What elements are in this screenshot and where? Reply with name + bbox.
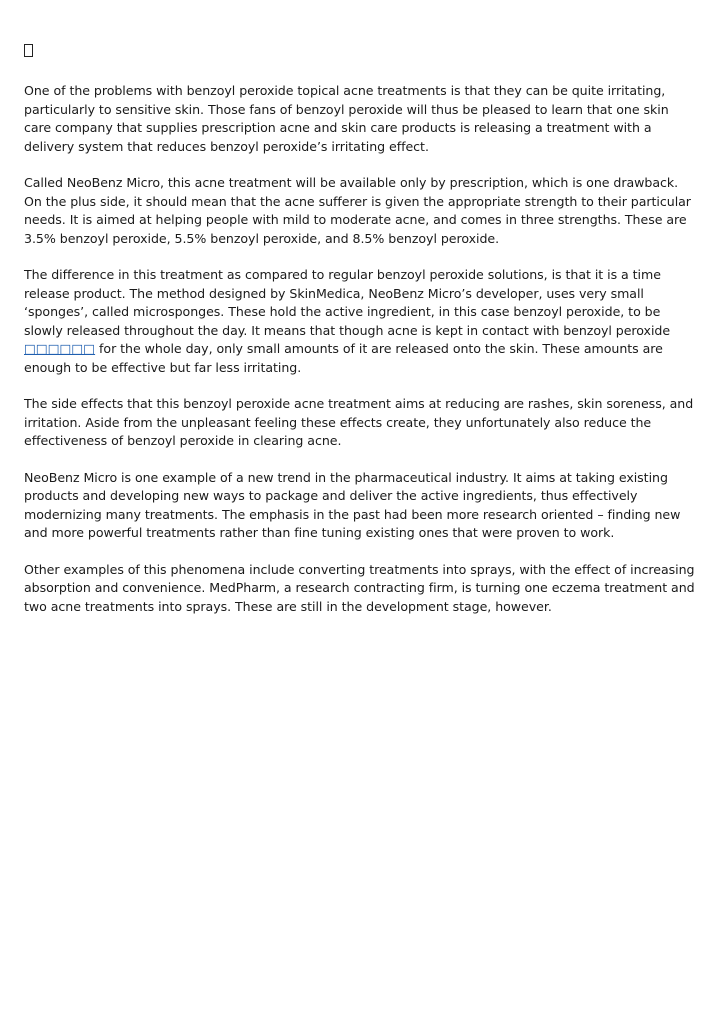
inline-link[interactable]: □□□□□□	[24, 341, 96, 356]
missing-glyph-icon	[24, 44, 33, 57]
paragraph-3	[24, 266, 696, 377]
paragraph-6: Other examples of this phenomena include converting treatments into sprays, with the effect of increasing absorption and convenience. MedPharm, a research contracting firm, is turning one eczema treatment and two acne treatments into sprays. These are still in the development stage, however.	[24, 561, 695, 614]
paragraph-2: Called NeoBenz Micro, this acne treatment will be available only by prescription, which is one drawback. On the plus side, it should mean that the acne sufferer is given the appropriate strength to their particular needs. It is aimed at helping people with mild to moderate acne, and comes in three strengths. These are 3.5% benzoyl peroxide, 5.5% benzoyl peroxide, and 8.5% benzoyl peroxide.	[24, 175, 691, 246]
article-body	[24, 82, 696, 634]
paragraph-3-text-after: for the whole day, only small amounts of it are released onto the skin. These amounts are enough to be effective but far less irritating.	[24, 341, 663, 375]
paragraph-5: NeoBenz Micro is one example of a new trend in the pharmaceutical industry. It aims at taking existing products and developing new ways to package and deliver the active ingredients, thus effectively modernizing many treatments. The emphasis in the past had been more research oriented – finding new and more powerful treatments rather than fine tuning existing ones that were proven to work.	[24, 469, 681, 540]
paragraph-3-text-before: The difference in this treatment as compared to regular benzoyl peroxide solutions, is that it is a time release product. The method designed by SkinMedica, NeoBenz Micro’s developer, uses very small ‘sponges’, called microsponges. These hold the active ingredient, in this case benzoyl peroxide, to be slowly released throughout the day. It means that though acne is kept in contact with benzoyl peroxide	[24, 267, 671, 338]
paragraph-1: One of the problems with benzoyl peroxide topical acne treatments is that they can be quite irritating, particularly to sensitive skin. Those fans of benzoyl peroxide will thus be pleased to learn that one skin care company that supplies prescription acne and skin care products is releasing a treatment with a delivery system that reduces benzoyl peroxide’s irritating effect.	[24, 83, 669, 154]
paragraph-4: The side effects that this benzoyl peroxide acne treatment aims at reducing are rashes, skin soreness, and irritation. Aside from the unpleasant feeling these effects create, they unfortunately also reduce the effectiveness of benzoyl peroxide in clearing acne.	[24, 396, 694, 448]
